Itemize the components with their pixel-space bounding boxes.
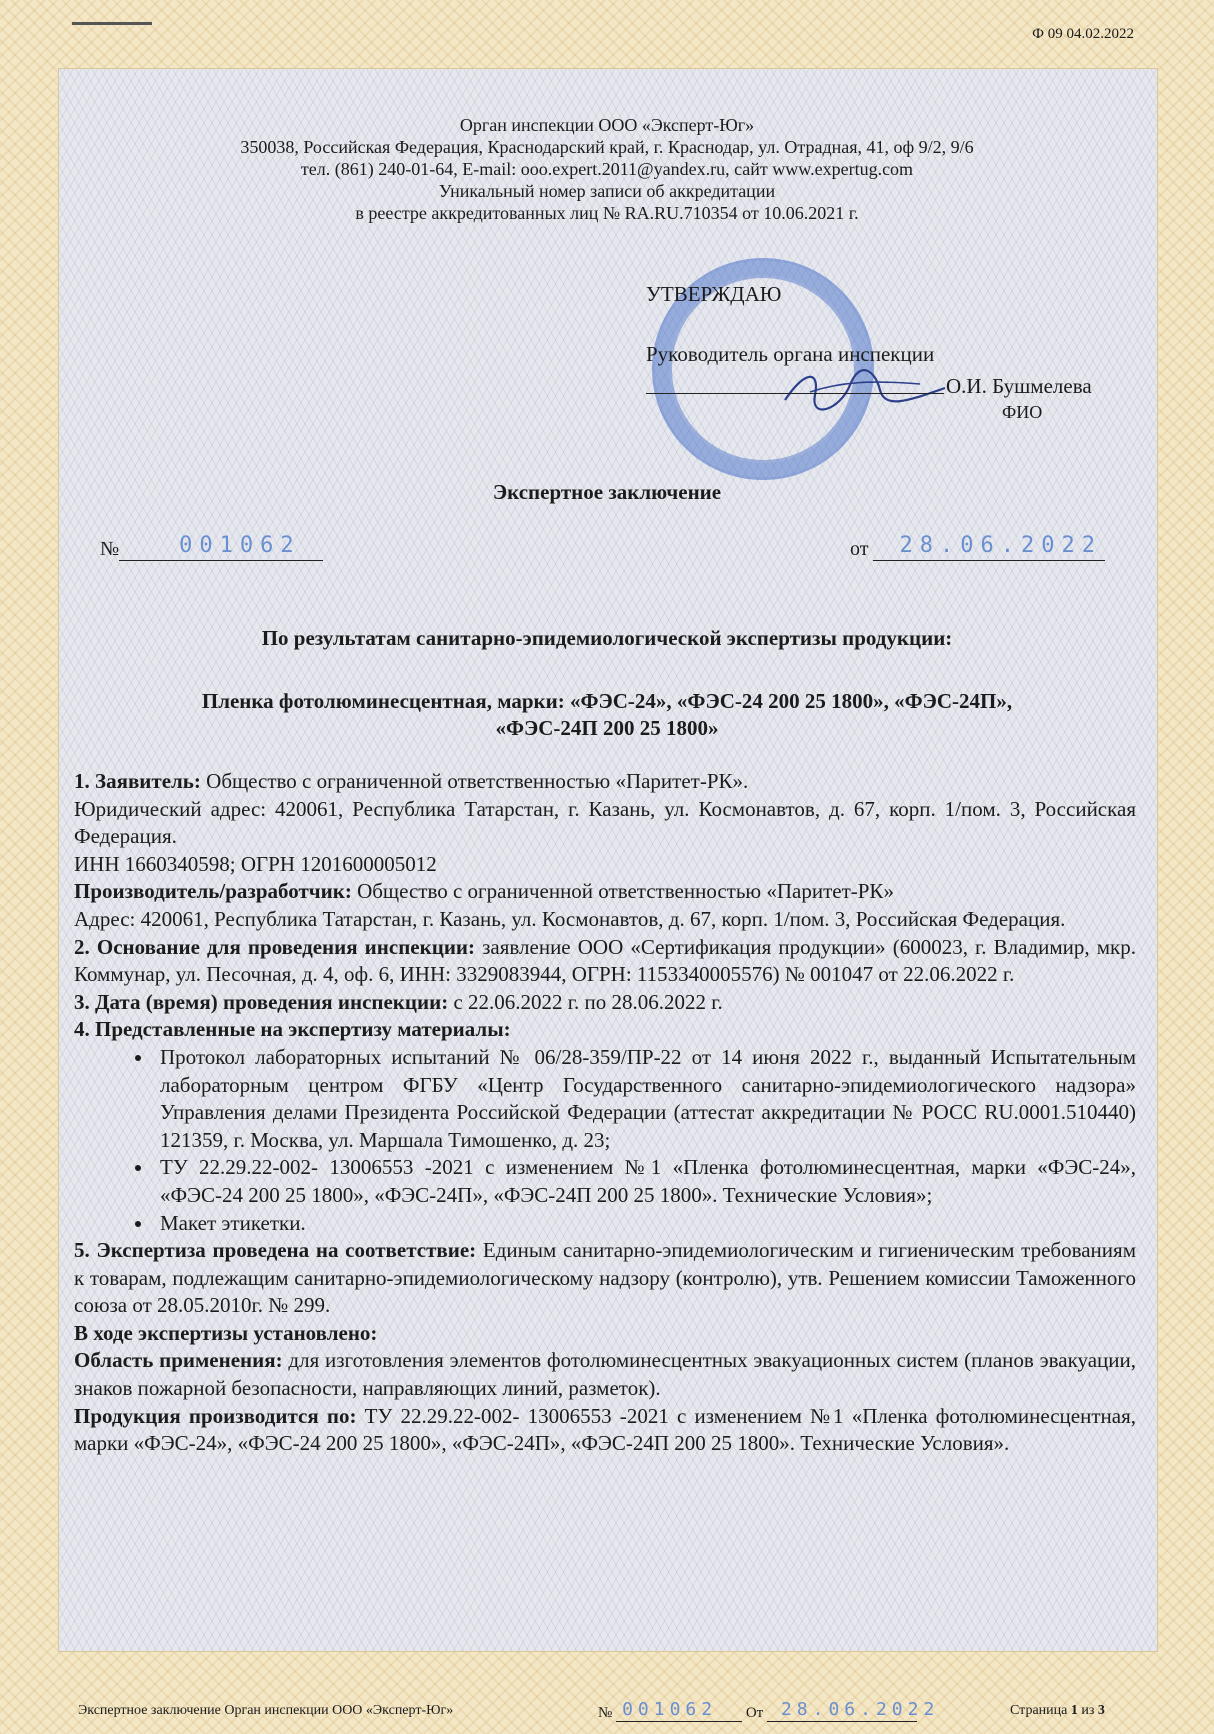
approver-name: О.И. Бушмелева bbox=[946, 374, 1092, 398]
signature-line bbox=[646, 392, 944, 394]
product-line-1: Пленка фотолюминесцентная, марки: «ФЭС-24», «ФЭС-24 200 25 1800», «ФЭС-24П», bbox=[201, 689, 1013, 713]
applicant-address: Юридический адрес: 420061, Республика Татарстан, г. Казань, ул. Космонавтов, д. 67, корп. 1/пом. 3, Российская Федерация. bbox=[74, 796, 1136, 849]
product-line-2: «ФЭС-24П 200 25 1800» bbox=[495, 716, 719, 740]
section-findings bbox=[74, 1320, 1136, 1348]
section-date bbox=[74, 989, 1136, 1017]
issuer-contacts: тел. (861) 240-01-64, E-mail: ooo.expert.2011@yandex.ru, сайт www.expertug.com bbox=[300, 159, 914, 179]
accreditation-title: Уникальный номер записи об аккредитации bbox=[438, 181, 776, 201]
approval-role: Руководитель органа инспекции bbox=[646, 342, 935, 366]
applicant-ids: ИНН 1660340598; ОГРН 1201600005012 bbox=[74, 851, 437, 876]
manufacturer-label: Производитель/разработчик: bbox=[74, 879, 352, 904]
page-current: 1 bbox=[1070, 1703, 1078, 1718]
applicant-label: 1. Заявитель: bbox=[74, 769, 201, 793]
section-materials bbox=[74, 1016, 1136, 1044]
materials-label: 4. Представленные на экспертизу материалы: bbox=[74, 1017, 511, 1042]
page-total: 3 bbox=[1097, 1703, 1105, 1718]
findings-label: В ходе экспертизы установлено: bbox=[74, 1320, 378, 1345]
corner-mark bbox=[72, 22, 152, 25]
basis-label: 2. Основание для проведения инспекции: bbox=[74, 934, 476, 959]
page-of: из bbox=[1081, 1703, 1095, 1718]
number-label: № bbox=[100, 538, 120, 560]
form-code: Ф 09 04.02.2022 bbox=[1032, 26, 1134, 42]
footer-number-label: № bbox=[598, 1705, 613, 1721]
list-item: • Протокол лабораторных испытаний № 06/28-359/ПР-22 от 14 июня 2022 г., выданный Испытательным лабораторным центром ФГБУ «Центр Государственного санитарно-эпидемиологического надзора» Управления делами Президента Российской Федерации (аттестат аккредитации № РОСС RU.0001.510440) 121359, г. Москва, ул. Маршала Тимошенко, д. 23; bbox=[154, 1044, 1136, 1154]
date-label: от bbox=[850, 538, 869, 560]
materials-list bbox=[74, 1044, 1136, 1237]
section-produced bbox=[74, 1403, 1136, 1458]
inspection-date-label: 3. Дата (время) проведения инспекции: bbox=[74, 989, 449, 1014]
section-basis bbox=[74, 934, 1136, 989]
scope-label: Область применения: bbox=[74, 1348, 283, 1373]
fio-label: ФИО bbox=[1002, 402, 1043, 422]
produced-label: Продукция производится по: bbox=[74, 1403, 357, 1428]
inspection-date-text: с 22.06.2022 г. по 28.06.2022 г. bbox=[448, 989, 723, 1014]
expertise-subtitle: По результатам санитарно-эпидемиологической экспертизы продукции: bbox=[261, 626, 953, 650]
footer-pagination bbox=[1010, 1703, 1105, 1719]
compliance-label: 5. Экспертиза проведена на соответствие: bbox=[74, 1238, 477, 1263]
signature bbox=[780, 360, 950, 420]
document-body bbox=[74, 768, 1136, 1458]
date-field bbox=[873, 533, 1105, 561]
issuer-header bbox=[60, 114, 1154, 224]
document-number: 001062 bbox=[179, 533, 301, 558]
section-applicant bbox=[74, 768, 1136, 796]
issuer-name: Орган инспекции ООО «Эксперт-Юг» bbox=[459, 115, 755, 135]
accreditation-number: в реестре аккредитованных лиц № RA.RU.710354 от 10.06.2021 г. bbox=[355, 203, 859, 223]
footer-number: 001062 bbox=[622, 1699, 718, 1720]
page-label: Страница bbox=[1010, 1703, 1068, 1718]
number-field bbox=[119, 533, 323, 561]
footer-number-field bbox=[616, 1699, 742, 1722]
footer-document-name: Экспертное заключение Орган инспекции ООО «Эксперт-Юг» bbox=[78, 1703, 454, 1718]
issuer-address: 350038, Российская Федерация, Краснодарский край, г. Краснодар, ул. Отрадная, 41, оф 9/2, 9/6 bbox=[240, 137, 974, 157]
list-item: • ТУ 22.29.22-002- 13006553 -2021 с изменением №1 «Пленка фотолюминесцентная, марки «ФЭС-24», «ФЭС-24 200 25 1800», «ФЭС-24П», «ФЭС-24П 200 25 1800». Технические Условия»; bbox=[154, 1154, 1136, 1209]
applicant-text: Общество с ограниченной ответственностью «Паритет-РК». bbox=[200, 769, 749, 793]
approval-title: УТВЕРЖДАЮ bbox=[646, 282, 782, 306]
document-title: Экспертное заключение bbox=[492, 480, 722, 504]
produced-text: ТУ 22.29.22-002- 13006553 -2021 с изменением №1 «Пленка фотолюминесцентная, марки «ФЭС-24», «ФЭС-24 200 25 1800», «ФЭС-24П», «ФЭС-24П 200 25 1800». Технические Условия». bbox=[74, 1403, 1137, 1456]
manufacturer-text: Общество с ограниченной ответственностью «Паритет-РК» bbox=[351, 879, 894, 904]
document-number-row bbox=[100, 533, 323, 561]
document-date: 28.06.2022 bbox=[899, 533, 1102, 558]
document-date-row bbox=[850, 533, 1105, 561]
footer-date-label: От bbox=[745, 1705, 764, 1721]
footer-date: 28.06.2022 bbox=[780, 1699, 940, 1720]
section-scope bbox=[74, 1347, 1136, 1402]
basis-text: заявление ООО «Сертификация продукции» (600023, г. Владимир, мкр. Коммунар, ул. Песочная, д. 4, оф. 6, ИНН: 3329083944, ОГРН: 1153340005576) № 001047 от 22.06.2022 г. bbox=[74, 934, 1136, 987]
manufacturer-address: Адрес: 420061, Республика Татарстан, г. Казань, ул. Космонавтов, д. 67, корп. 1/пом. 3, Российская Федерация. bbox=[74, 906, 1066, 931]
product-name bbox=[60, 688, 1154, 742]
footer-number-date bbox=[598, 1699, 940, 1722]
section-compliance bbox=[74, 1237, 1136, 1320]
scope-text: для изготовления элементов фотолюминесцентных эвакуационных систем (планов эвакуации, знаков пожарной безопасности, направляющих линий, разметок). bbox=[74, 1348, 1136, 1401]
section-manufacturer bbox=[74, 878, 1136, 906]
compliance-text: Единым санитарно-эпидемиологическим и гигиеническим требованиям к товарам, подлежащим санитарно-эпидемиологическому надзору (контролю), утв. Решением комиссии Таможенного союза от 28.05.2010г. № 299. bbox=[74, 1238, 1136, 1318]
footer-date-field bbox=[767, 1699, 940, 1722]
list-item: • Макет этикетки. bbox=[154, 1210, 1136, 1238]
